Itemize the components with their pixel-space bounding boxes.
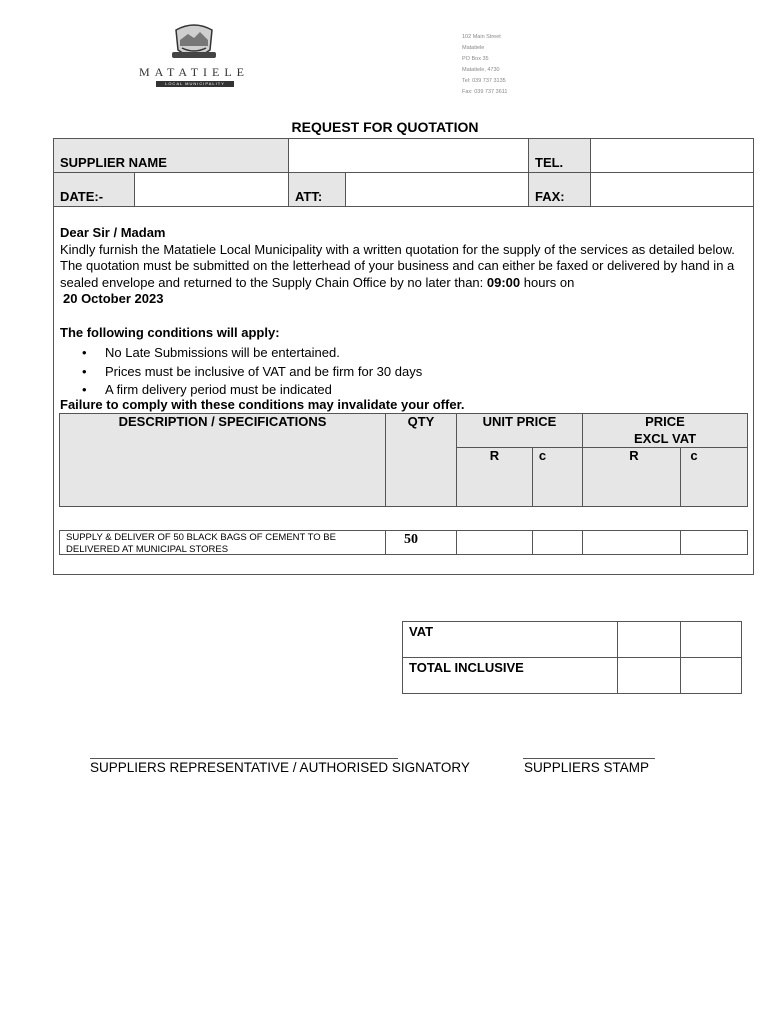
total-label: TOTAL INCLUSIVE xyxy=(409,660,524,675)
conditions-heading: The following conditions will apply: xyxy=(60,325,280,340)
tel-field[interactable] xyxy=(590,138,754,173)
total-c-field[interactable] xyxy=(680,657,742,694)
price-c-header: c xyxy=(690,448,698,463)
signature-line xyxy=(90,758,398,759)
fax-field[interactable] xyxy=(590,172,754,207)
logo-banner: LOCAL MUNICIPALITY xyxy=(156,81,234,87)
deadline-time: 09:00 xyxy=(486,274,521,290)
letter-body xyxy=(60,225,750,308)
qty-header: QTY xyxy=(407,414,435,429)
att-field[interactable] xyxy=(345,172,529,207)
description-header: DESCRIPTION / SPECIFICATIONS xyxy=(118,414,327,429)
att-label-cell xyxy=(288,172,346,207)
address-line: Tel: 039 737 3135 xyxy=(462,78,506,84)
vat-c-field[interactable] xyxy=(680,621,742,658)
fax-label: FAX: xyxy=(535,189,565,204)
date-label: DATE:- xyxy=(60,189,104,204)
municipality-logo xyxy=(130,22,260,88)
condition-item: • Prices must be inclusive of VAT and be firm for 30 days xyxy=(82,363,422,382)
conditions-list xyxy=(82,344,422,400)
date-label-cell xyxy=(53,172,135,207)
logo-name: MATATIELE xyxy=(138,65,250,79)
salutation: Dear Sir / Madam xyxy=(60,225,166,240)
tel-label: TEL. xyxy=(535,155,564,170)
supplier-name-label-cell xyxy=(53,138,289,173)
page-title: REQUEST FOR QUOTATION xyxy=(291,119,479,135)
item-description: SUPPLY & DELIVER OF 50 BLACK BAGS OF CEMENT TO BE DELIVERED AT MUNICIPAL STORES xyxy=(66,532,336,555)
failure-warning: Failure to comply with these conditions may invalidate your offer. xyxy=(60,397,465,412)
address-line: Fax: 039 737 3611 xyxy=(462,89,508,95)
deadline-date: 20 October 2023 xyxy=(63,291,164,306)
price-header-line2: EXCL VAT xyxy=(633,431,697,446)
address-line: 102 Main Street xyxy=(462,34,501,40)
vat-r-field[interactable] xyxy=(617,621,681,658)
instructions-text: Kindly furnish the Matatiele Local Municipality with a written quotation for the supply of the services as detailed below. The quotation must be submitted on the letterhead of your business and can either be faxed or delivered by hand in a sealed envelope and returned to the Supply Chain Office by no later than: xyxy=(60,241,735,290)
address-line: PO Box 35 xyxy=(462,56,489,62)
address-block xyxy=(462,32,507,98)
stamp-label: SUPPLIERS STAMP xyxy=(524,760,650,775)
item-price-c-field[interactable] xyxy=(680,530,748,555)
att-label: ATT: xyxy=(295,189,323,204)
address-line: Matatiele, 4730 xyxy=(462,67,500,73)
total-label-cell xyxy=(402,657,618,694)
condition-item: • A firm delivery period must be indicated xyxy=(82,381,422,400)
signatory-label: SUPPLIERS REPRESENTATIVE / AUTHORISED SIGNATORY xyxy=(90,760,470,775)
unit-c-header: c xyxy=(538,448,547,463)
total-r-field[interactable] xyxy=(617,657,681,694)
date-field[interactable] xyxy=(134,172,289,207)
item-unit-r-field[interactable] xyxy=(456,530,533,555)
vat-label-cell xyxy=(402,621,618,658)
item-price-r-field[interactable] xyxy=(582,530,681,555)
unit-price-header: UNIT PRICE xyxy=(482,414,557,429)
fax-label-cell xyxy=(528,172,591,207)
tel-label-cell xyxy=(528,138,591,173)
price-header-line1: PRICE xyxy=(645,414,685,429)
address-line: Matatiele xyxy=(462,45,485,51)
coat-of-arms-icon xyxy=(170,22,218,62)
time-suffix: hours on xyxy=(520,274,575,290)
instructions-paragraph xyxy=(60,242,750,292)
price-r-header: R xyxy=(629,448,639,463)
item-qty-cell xyxy=(385,530,457,555)
supplier-name-label: SUPPLIER NAME xyxy=(60,155,167,170)
item-unit-c-field[interactable] xyxy=(532,530,583,555)
supplier-name-field[interactable] xyxy=(288,138,529,173)
stamp-line xyxy=(523,758,655,759)
condition-item: • No Late Submissions will be entertained. xyxy=(82,344,422,363)
unit-r-header: R xyxy=(489,448,500,463)
vat-label: VAT xyxy=(409,624,434,639)
item-qty: 50 xyxy=(404,532,418,547)
